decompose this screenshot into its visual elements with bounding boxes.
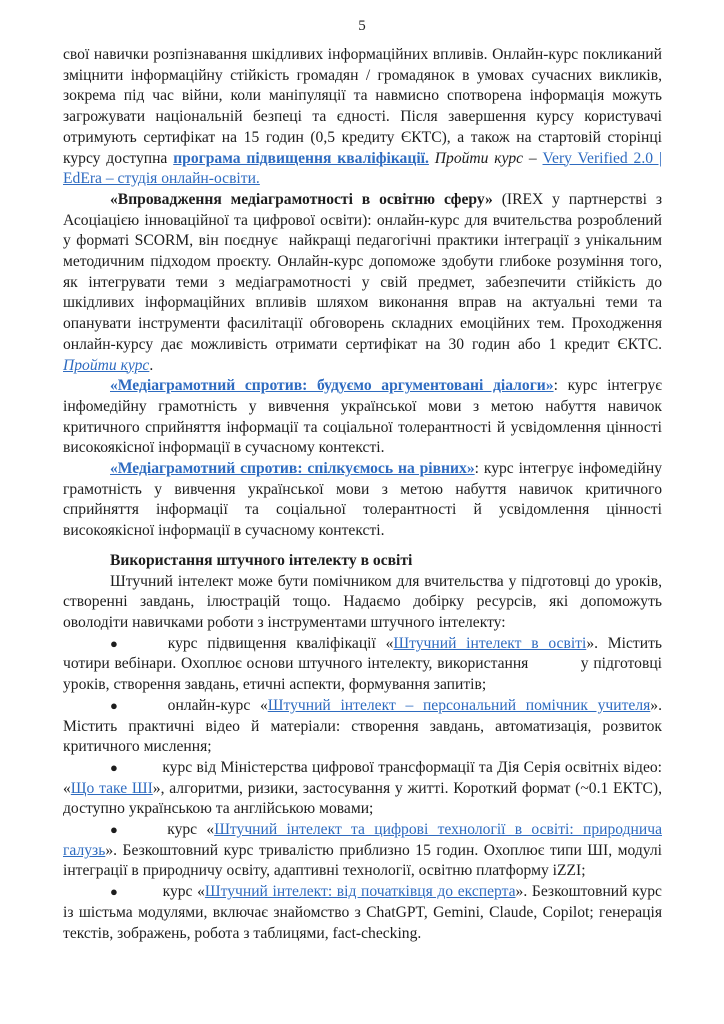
link-ai-tsyfrovi-tekhnolohii[interactable]: Штучний інтелект та цифрові технології в освіті: природнича галузь [63, 821, 662, 859]
text-run: : курс інтегрує інфомедійну грамотність у вивчення української мови з метою набуття навичок критичного сприйняття інформації та соціальної толерантності й усвідомлення цінності високоякісної інформації в сучасному контексті. [63, 377, 662, 457]
bullet-icon: ● [110, 697, 124, 713]
bullet-icon: ● [110, 635, 124, 651]
link-ai-personalnyi-pomichnyk[interactable]: Штучний інтелект – персональний помічник учителя [267, 696, 651, 714]
text-run: : курс інтегрує інфомедійну грамотність у вивчення української мови з метою набуття навичок критичного сприйняття інформації та соціальної толерантності й усвідомлення цінності високоякісної інформації в сучасному контексті. [63, 460, 662, 540]
text-run: свої навички розпізнавання шкідливих інформаційних впливів. Онлайн-курс покликаний зміцнити інформаційну стійкість громадян / громадянок в умовах сучасних викликів, зокрема під час війни, коли маніпуляції та навмисно спотворена інформація можуть загрожувати національній безпеці та єдності. Після завершення курсу користувачі отримують сертифікат на 15 годин (0,5 кредиту ЄКТС), а також на стартовій сторінці курсу доступна [63, 46, 662, 167]
section-heading-ai: Використання штучного інтелекту в освіті [110, 551, 413, 569]
link-very-verified-edera[interactable]: Very Verified 2.0 | EdEra – студія онлайн-освіти. [63, 149, 663, 188]
text-run: онлайн-курс « [167, 696, 268, 714]
bullet-item-ai-pomichnyk [63, 696, 662, 758]
bullet-item-ai-pryrodnycha [63, 820, 662, 882]
link-mediagramotnyi-sprotyv-rivnykh[interactable]: «Медіаграмотний спротив: спілкуємось на рівних» [110, 460, 475, 478]
bullet-item-ai-v-osviti [63, 634, 662, 696]
paragraph-media-course [63, 45, 662, 190]
text-run: курс « [162, 883, 205, 901]
paragraph-sprotyv-rivnykh [63, 459, 662, 542]
bullet-icon: ● [110, 822, 124, 838]
text-run-title: «Впровадження медіаграмотності в освітню сферу» [110, 190, 493, 208]
link-program-upgrade[interactable]: програма підвищення кваліфікації. [173, 149, 429, 167]
link-mediagramotnyi-sprotyv-dialohy[interactable]: «Медіаграмотний спротив: будуємо аргументовані діалоги» [110, 377, 554, 395]
text-run: (IREX у партнерстві з Асоціацією інноваційної та цифрової освіти): онлайн-курс для вчительства розроблений у форматі SCORM, він поєднує найкращі педагогічні практики інтеграції з унікальним методичним підходом проєкту. Онлайн-курс допоможе здобути глибоке розуміння того, як інтегрувати теми з медіаграмотності у свій предмет, забезпечити стійкість до шкідливих інформаційних впливів шляхом виконання вправ на актуальні теми та опанувати інструменти фасилітації обговорень складних емоційних тем. Проходження онлайн-курсу дає можливість отримати сертифікат на 30 годин або 1 кредит ЄКТС. [63, 190, 662, 353]
link-ai-vid-pochatkivtsia[interactable]: Штучний інтелект: від початківця до експерта [204, 883, 516, 901]
document-body [63, 45, 662, 944]
bullet-item-shcho-take-shi [63, 758, 662, 820]
bullet-item-ai-ekspert [63, 882, 662, 944]
text-run-proity-kurs: Пройти курс [434, 149, 524, 167]
text-run: . [149, 356, 154, 374]
paragraph-ai-intro: Штучний інтелект може бути помічником для вчительства у підготовці до уроків, створенні завдань, ілюстрацій тощо. Надаємо добірку ресурсів, які допоможуть оволодіти навичками роботи з інструментами штучного інтелекту: [63, 572, 662, 631]
bullet-icon: ● [110, 759, 119, 775]
text-run: – [523, 149, 543, 167]
paragraph-sprotyv-dialohy [63, 376, 662, 459]
bullet-icon: ● [110, 884, 119, 900]
link-ai-v-osviti[interactable]: Штучний інтелект в освіті [393, 634, 587, 652]
text-run: ». Безкоштовний курс із шістьма модулями, включає знайомство з ChatGPT, Gemini, Claude, Copilot; генерація текстів, зображень, робота з таблицями, fact-checking. [63, 883, 662, 942]
text-run: ». Містить практичні відео й матеріали: створення завдань, автоматизація, розвиток критичного мислення; [63, 696, 662, 756]
page-number: 5 [358, 18, 366, 34]
text-run: курс « [167, 821, 215, 839]
link-shcho-take-shi[interactable]: Що таке ШІ [70, 779, 153, 797]
paragraph-vprovadzhennia [63, 190, 662, 376]
text-run: ». Містить чотири вебінари. Охоплює основи штучного інтелекту, використання у підготовці уроків, створення завдань, етичні аспекти, формування запитів; [63, 634, 662, 694]
text-run: ». Безкоштовний курс тривалістю приблизно 15 годин. Охоплює типи ШІ, модулі інтеграції в природничу освіту, адаптивні технології, освітню платформу iZZI; [63, 841, 662, 880]
text-run: курс підвищення кваліфікації « [167, 634, 394, 652]
text-run: курс від Міністерства цифрової трансформації та Дія Серія освітніх відео: « [63, 758, 662, 797]
link-proity-kurs[interactable]: Пройти курс [63, 356, 150, 374]
text-run: », алгоритми, ризики, застосування у житті. Короткий формат (~0.1 ЕКТС), доступно українською та англійською мовами; [63, 779, 662, 818]
